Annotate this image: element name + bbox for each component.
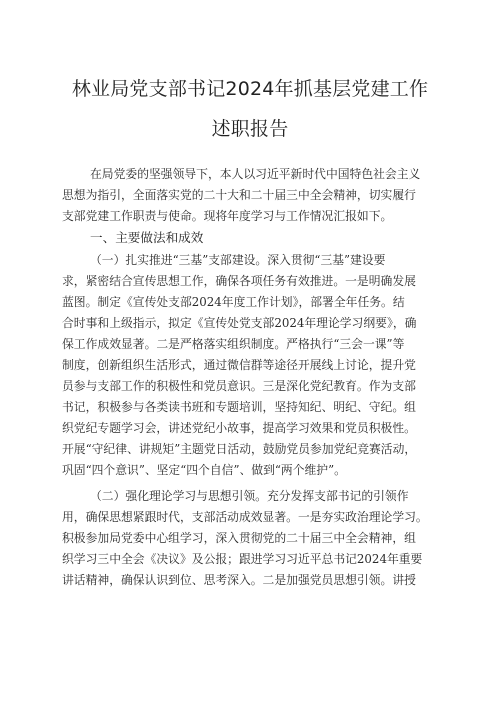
paragraph-line: 讲话精神，确保认识到位、思考深入。二是加强党员思想引领。讲授 (62, 573, 416, 587)
paragraph-line: （一）扎实推进“三基”支部建设。深入贯彻“三基”建设要 (90, 253, 386, 267)
intro-line: 思想为指引，全面落实党的二十大和二十届三中全会精神，切实履行 (62, 188, 416, 202)
paragraph-line: 织党纪专题学习会，讲述党纪小故事，提高学习效果和党员积极性。 (62, 421, 416, 435)
paragraph-line: 合时事和上级指示，拟定《宣传处党支部2024年理论学习纲要》，确 (62, 316, 417, 330)
report-title-line-2: 述职报告 (211, 118, 289, 140)
paragraph-line: 用，确保思想紧跟时代，支部活动成效显著。一是夯实政治理论学习。 (62, 510, 428, 524)
paragraph-line: （二）强化理论学习与思想引领。充分发挥支部书记的引领作 (90, 489, 409, 503)
paragraph-line: 积极参加局党委中心组学习，深入贯彻党的二十届三中全会精神，组 (62, 531, 416, 545)
intro-line: 在局党委的坚强领导下，本人以习近平新时代中国特色社会主义 (90, 167, 421, 181)
paragraph-line: 保工作成效显著。二是严格落实组织制度。严格执行“三会一课”等 (62, 337, 405, 351)
paragraph-line: 巩固“四个意识”、坚定“四个自信”、做到“两个维护”。 (62, 463, 346, 477)
report-title-line-1: 林业局党支部书记2024年抓基层党建工作 (71, 78, 429, 100)
section-heading: 一、主要做法和成效 (90, 230, 204, 245)
paragraph-line: 员参与支部工作的积极性和党员意识。三是深化党纪教育。作为支部 (62, 379, 416, 393)
paragraph-line: 制度，创新组织生活形式，通过微信群等途径开展线上讨论，提升党 (62, 358, 416, 372)
paragraph-line: 书记，积极参与各类读书班和专题培训，坚持知纪、明纪、守纪。组 (62, 400, 416, 414)
paragraph-line: 蓝图。制定《宣传处支部2024年度工作计划》，部署全年任务。结 (62, 295, 405, 309)
paragraph-line: 求，紧密结合宣传思想工作，确保各项任务有效推进。一是明确发展 (62, 274, 416, 288)
paragraph-line: 开展“守纪律、讲规矩”主题党日活动，鼓励党员参加党纪竞赛活动， (62, 442, 417, 456)
intro-line: 支部党建工作职责与使命。现将年度学习与工作情况汇报如下。 (62, 209, 393, 223)
paragraph-line: 织学习三中全会《决议》及公报；跟进学习习近平总书记2024年重要 (62, 552, 423, 566)
